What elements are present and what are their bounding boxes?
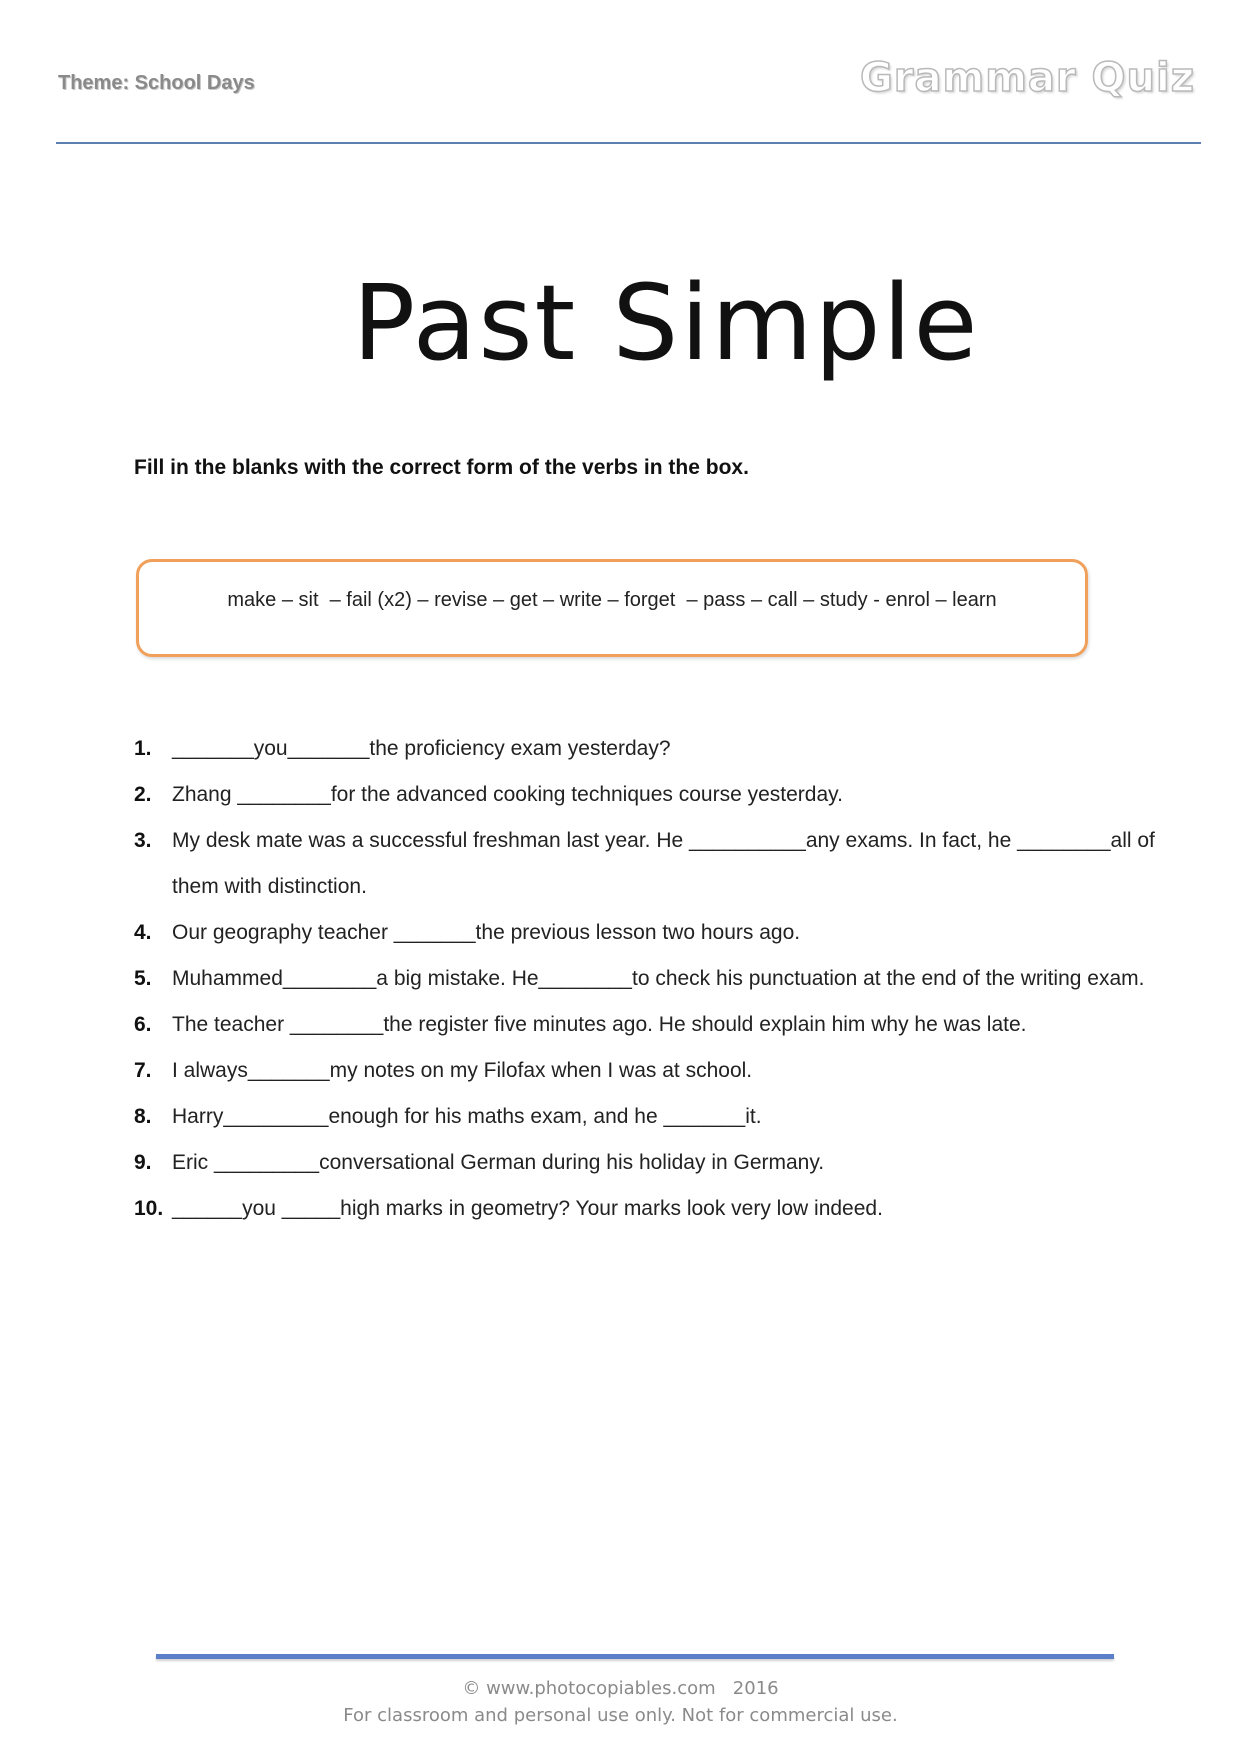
footer-note: For classroom and personal use only. Not for commercial use. [343,1705,898,1726]
question-text: _______you_______the proficiency exam yesterday? [172,737,671,760]
page-title: Past Simple [352,262,980,384]
verb-list: make – sit – fail (x2) – revise – get – write – forget – pass – call – study - enrol – learn [227,589,997,611]
verb-box [136,559,1088,657]
question-list [134,726,1194,1232]
question-number: 9. [134,1151,152,1174]
question-text: ______you _____high marks in geometry? Your marks look very low indeed. [172,1197,883,1220]
question-number: 5. [134,967,152,990]
header-quiz-label: Grammar Quiz [859,55,1195,101]
question-item [134,726,1194,772]
question-number: 10. [134,1197,164,1220]
header-divider [56,142,1201,144]
question-number: 6. [134,1013,152,1036]
question-item [134,818,1194,910]
question-item [134,772,1194,818]
question-number: 8. [134,1105,152,1128]
question-number: 4. [134,921,152,944]
question-item [134,1140,1194,1186]
question-number: 2. [134,783,152,806]
question-text: Muhammed________a big mistake. He________to check his punctuation at the end of the writing exam. [172,967,1145,990]
footer-copyright: © www.photocopiables.com 2016 [462,1678,779,1699]
question-number: 1. [134,737,152,760]
question-text: I always_______my notes on my Filofax when I was at school. [172,1059,753,1082]
question-item [134,1094,1194,1140]
question-number: 7. [134,1059,152,1082]
question-text: Harry_________enough for his maths exam, and he _______it. [172,1105,762,1128]
question-item [134,1186,1194,1232]
question-item [134,1048,1194,1094]
question-item [134,910,1194,956]
footer-divider [156,1654,1114,1659]
question-item [134,956,1194,1002]
header-theme: Theme: School Days [58,72,255,94]
question-text: The teacher ________the register five minutes ago. He should explain him why he was late. [172,1013,1027,1036]
question-text: Zhang ________for the advanced cooking techniques course yesterday. [172,783,843,806]
question-text: Eric _________conversational German during his holiday in Germany. [172,1151,825,1174]
instructions: Fill in the blanks with the correct form of the verbs in the box. [134,456,749,479]
question-text: Our geography teacher _______the previous lesson two hours ago. [172,921,801,944]
question-number: 3. [134,829,152,852]
question-text: My desk mate was a successful freshman last year. He __________any exams. In fact, he ________all of them with distinction. [172,829,1161,898]
question-item [134,1002,1194,1048]
